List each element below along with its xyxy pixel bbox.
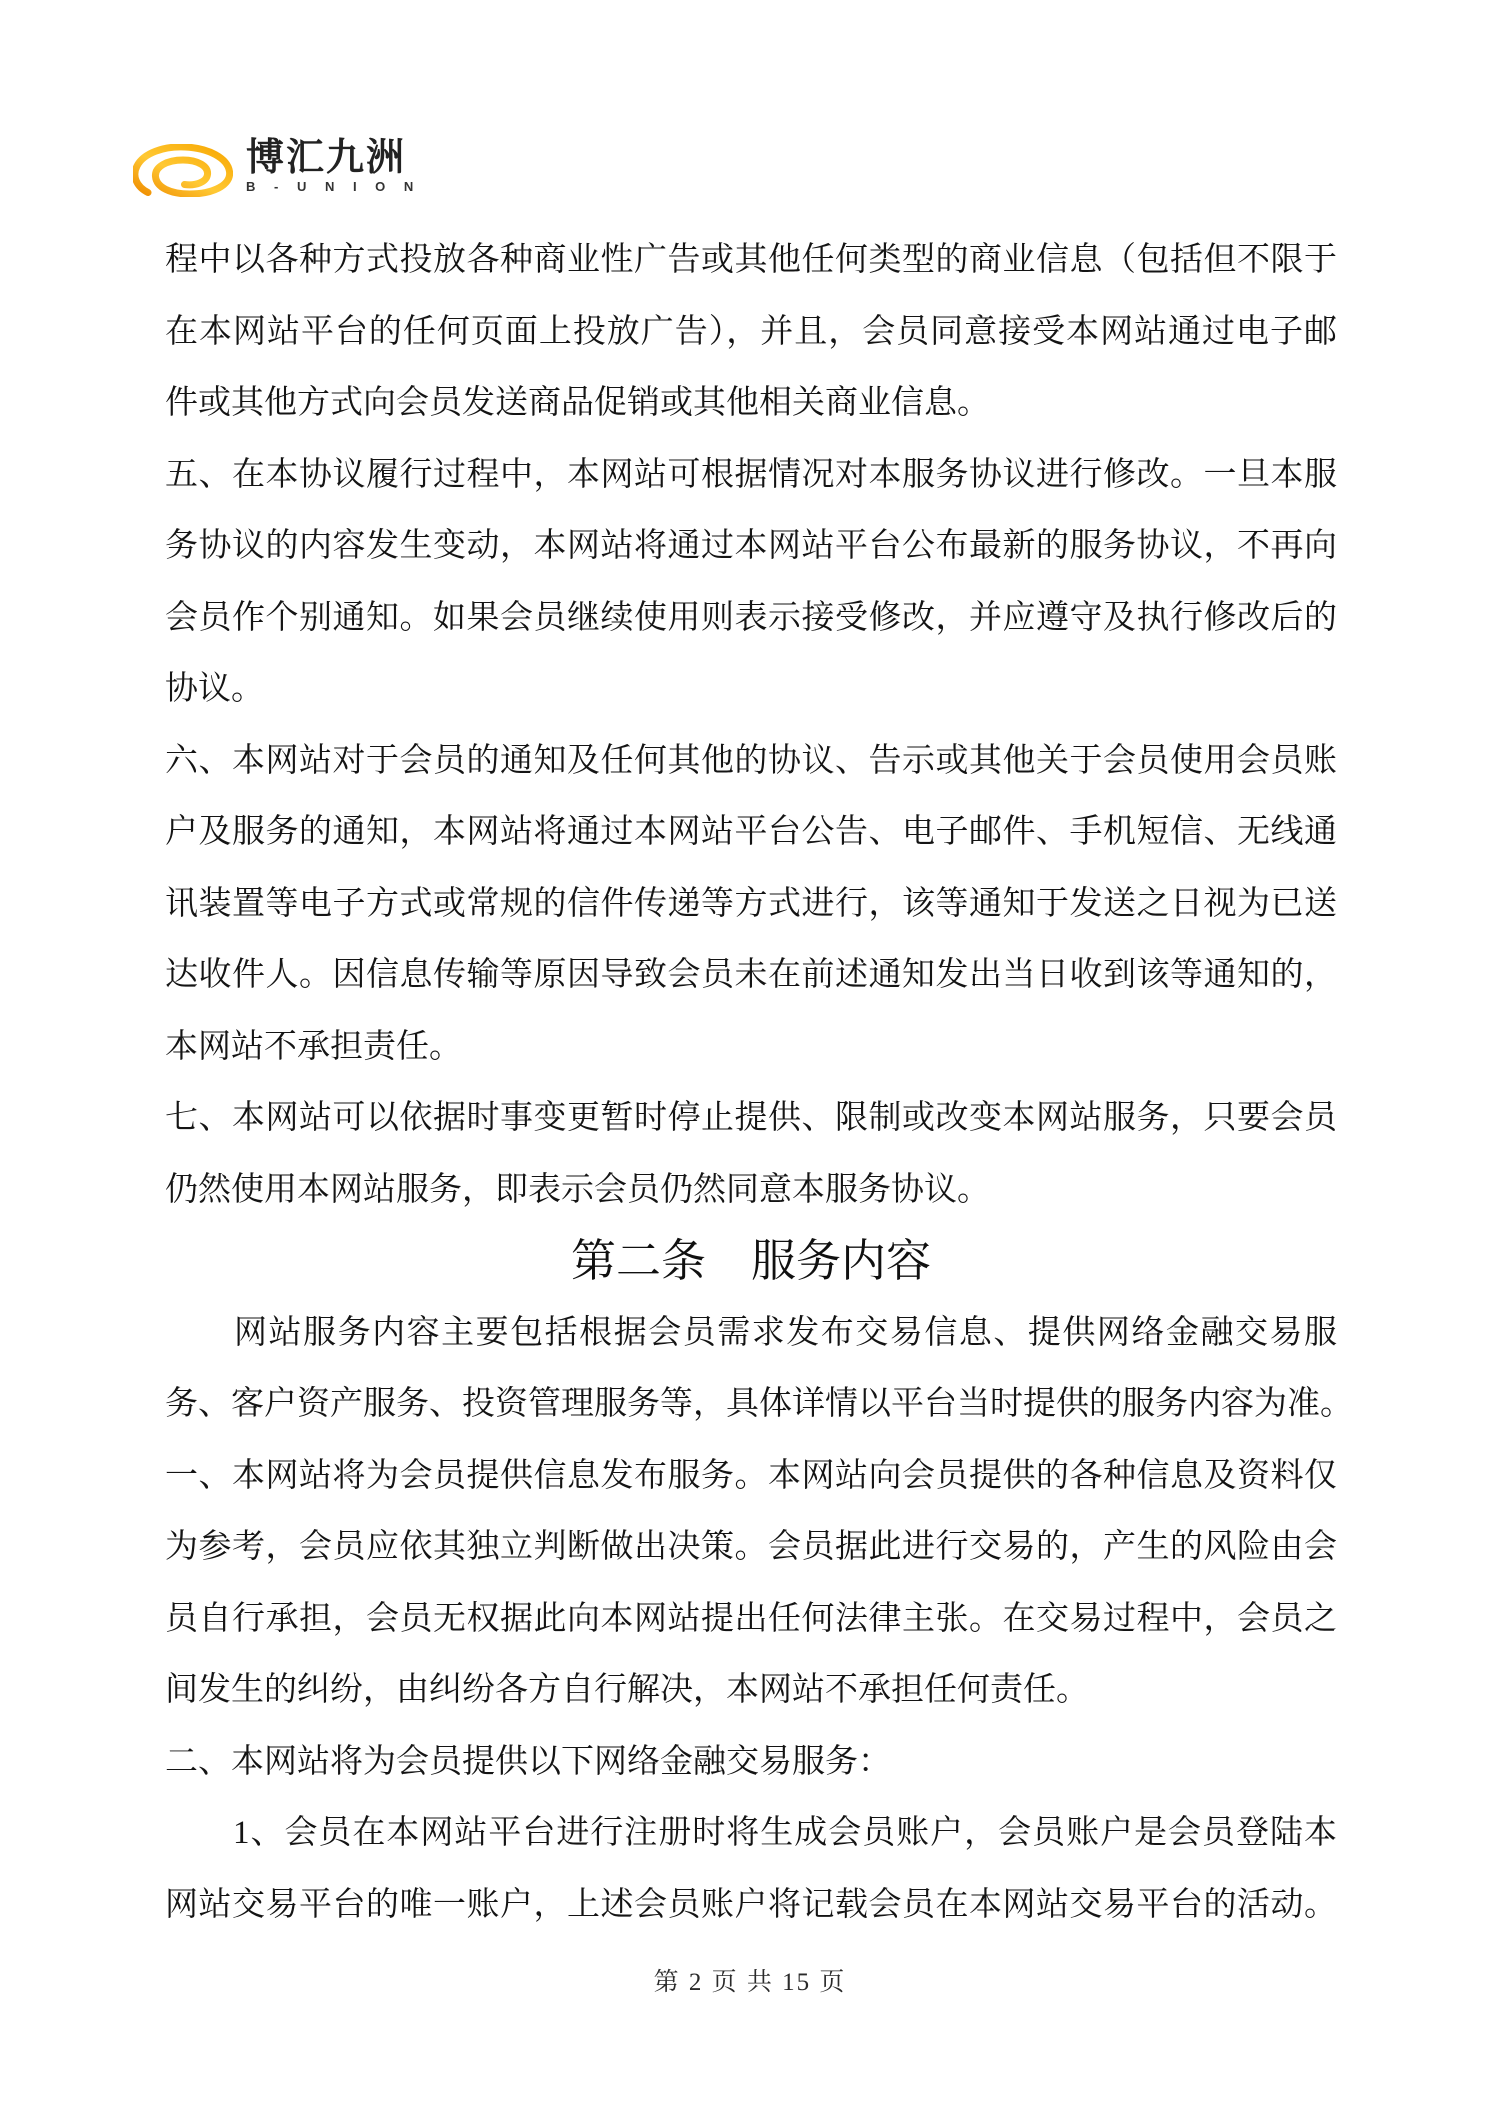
text-line: 一、本网站将为会员提供信息发布服务。本网站向会员提供的各种信息及资料仅	[165, 1457, 1337, 1494]
text-line: 1、会员在本网站平台进行注册时将生成会员账户，会员账户是会员登陆本	[165, 1815, 1337, 1851]
logo-subtitle-text: B - U N I O N	[246, 179, 421, 194]
text-line: 务、客户资产服务、投资管理服务等，具体详情以平台当时提供的服务内容为准。	[165, 1386, 1353, 1422]
swirl-logo-icon	[133, 144, 233, 197]
page-number: 第 2 页 共 15 页	[653, 1969, 847, 1996]
text-line: 户及服务的通知，本网站将通过本网站平台公告、电子邮件、手机短信、无线通	[165, 814, 1337, 850]
text-line: 网站服务内容主要包括根据会员需求发布交易信息、提供网络金融交易服	[165, 1314, 1337, 1351]
text-line: 六、本网站对于会员的通知及任何其他的协议、告示或其他关于会员使用会员账	[165, 742, 1337, 779]
text-line: 网站交易平台的唯一账户，上述会员账户将记载会员在本网站交易平台的活动。	[165, 1886, 1337, 1923]
text-line: 讯装置等电子方式或常规的信件传递等方式进行，该等通知于发送之日视为已送	[165, 885, 1337, 922]
logo-text	[246, 138, 421, 194]
text-line: 程中以各种方式投放各种商业性广告或其他任何类型的商业信息（包括但不限于	[165, 242, 1337, 278]
text-line: 员自行承担，会员无权据此向本网站提出任何法律主张。在交易过程中，会员之	[165, 1600, 1337, 1637]
document-body	[165, 225, 1353, 1941]
text-line: 本网站不承担责任。	[165, 1028, 462, 1065]
section-heading: 第二条 服务内容	[570, 1236, 931, 1286]
text-line: 达收件人。因信息传输等原因导致会员未在前述通知发出当日收到该等通知的，	[165, 957, 1337, 993]
text-line: 协议。	[165, 671, 264, 707]
logo	[133, 138, 421, 197]
text-line: 二、本网站将为会员提供以下网络金融交易服务：	[165, 1743, 891, 1780]
text-line: 间发生的纠纷，由纠纷各方自行解决，本网站不承担任何责任。	[165, 1672, 1089, 1708]
text-line: 为参考，会员应依其独立判断做出决策。会员据此进行交易的，产生的风险由会	[165, 1529, 1337, 1565]
text-line: 在本网站平台的任何页面上投放广告），并且，会员同意接受本网站通过电子邮	[165, 313, 1337, 350]
text-line: 务协议的内容发生变动，本网站将通过本网站平台公布最新的服务协议，不再向	[165, 528, 1337, 564]
page-footer	[0, 1962, 1500, 1998]
text-line: 件或其他方式向会员发送商品促销或其他相关商业信息。	[165, 385, 990, 421]
text-line: 仍然使用本网站服务，即表示会员仍然同意本服务协议。	[165, 1171, 990, 1208]
text-line: 会员作个别通知。如果会员继续使用则表示接受修改，并应遵守及执行修改后的	[165, 599, 1337, 636]
logo-brand-text: 博汇九洲	[246, 137, 407, 179]
text-line: 五、在本协议履行过程中，本网站可根据情况对本服务协议进行修改。一旦本服	[165, 456, 1337, 493]
text-line: 七、本网站可以依据时事变更暂时停止提供、限制或改变本网站服务，只要会员	[165, 1100, 1337, 1136]
